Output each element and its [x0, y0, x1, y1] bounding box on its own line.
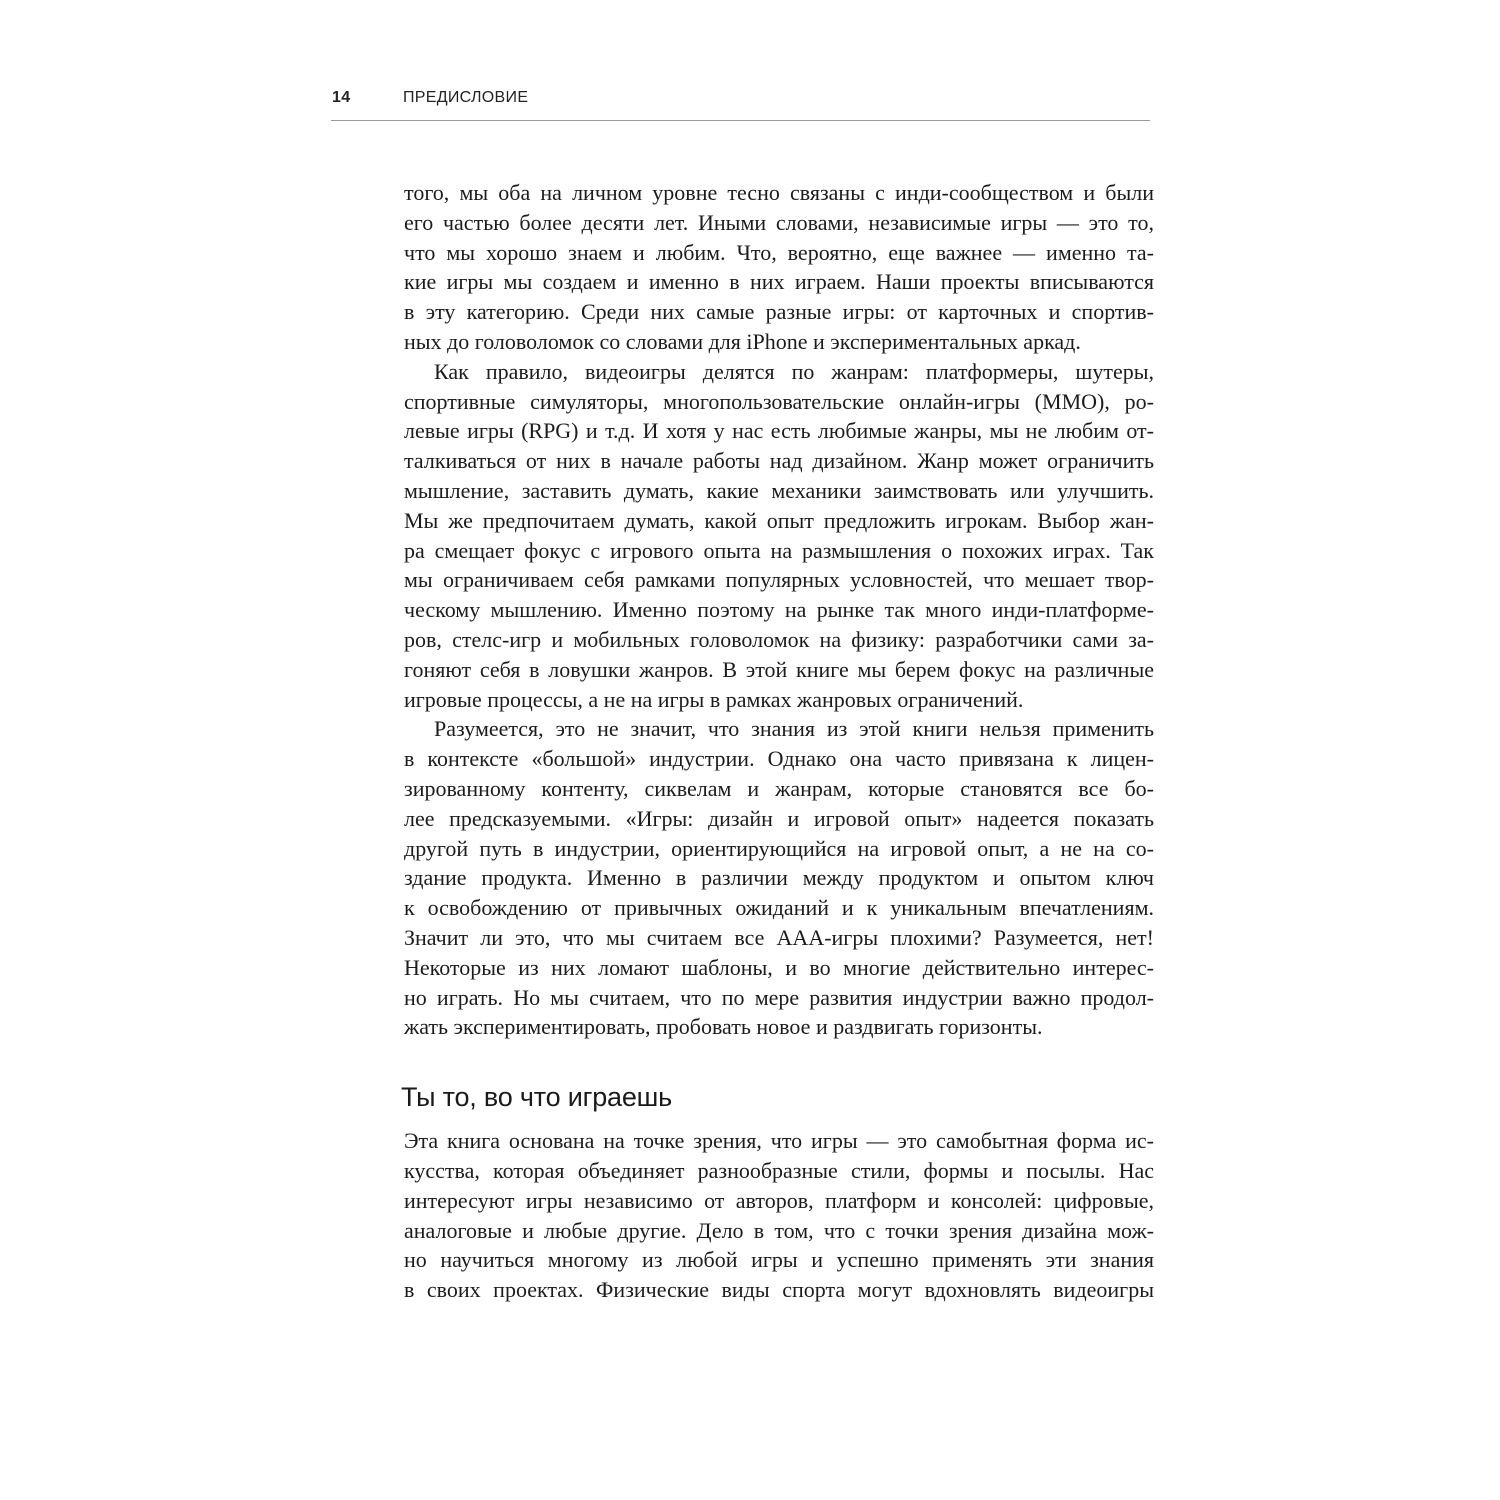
text-line: в своих проектах. Физические виды спорта могут вдохновлять видеоигры [404, 1277, 1154, 1303]
text-line: но играть. Но мы считаем, что по мере развития индустрии важно продол- [404, 984, 1154, 1010]
text-line: того, мы оба на личном уровне тесно связаны с инди-сообществом и были [404, 180, 1154, 205]
section-heading: Ты то, во что играешь [401, 1082, 673, 1113]
paragraph [404, 357, 1154, 715]
text-line: интересуют игры независимо от авторов, платформ и консолей: цифровые, [404, 1187, 1154, 1213]
page-header [331, 86, 1150, 121]
text-line: гоняют себя в ловушки жанров. В этой книге мы берем фокус на различные [404, 656, 1154, 682]
text-line: в эту категорию. Среди них самые разные игры: от карточных и спортив- [404, 299, 1154, 325]
section-paragraphs [404, 1126, 1154, 1305]
text-line: другой путь в индустрии, ориентирующийся на игровой опыт, а не на со- [404, 835, 1154, 861]
text-line: жать экспериментировать, пробовать новое и раздвигать горизонты. [404, 1014, 1043, 1040]
text-line: левые игры (RPG) и т.д. И хотя у нас есть любимые жанры, мы не любим от- [404, 418, 1154, 444]
text-line: мы ограничиваем себя рамками популярных условностей, что мешает твор- [404, 567, 1154, 593]
text-line: аналоговые и любые другие. Дело в том, что с точки зрения дизайна мож- [404, 1217, 1154, 1243]
text-line: зированному контенту, сиквелам и жанрам, которые становятся все бо- [404, 775, 1154, 801]
text-line: ров, стелс-игр и мобильных головоломок на физику: разработчики сами за- [404, 626, 1154, 652]
text-line: Значит ли это, что мы считаем все AAA-игры плохими? Разумеется, нет! [404, 924, 1154, 950]
paragraph [404, 714, 1154, 1042]
text-line: кусства, которая объединяет разнообразные стили, формы и посылы. Нас [404, 1157, 1154, 1183]
body-text [401, 178, 1154, 1305]
text-line: Некоторые из них ломают шаблоны, и во многие действительно интерес- [404, 954, 1154, 980]
text-line: здание продукта. Именно в различии между продуктом и опытом ключ [404, 865, 1154, 891]
text-line: ных до головоломок со словами для iPhone и экспериментальных аркад. [404, 328, 1081, 354]
text-line: к освобождению от привычных ожиданий и к уникальным впечатлениям. [404, 895, 1154, 921]
text-line: Как правило, видеоигры делятся по жанрам: платформеры, шутеры, [434, 358, 1154, 384]
page-number: 14 [332, 89, 351, 106]
text-line: мышление, заставить думать, какие механики заимствовать или улучшить. [404, 477, 1154, 503]
text-line: Разумеется, это не значит, что знания из этой книги нельзя применить [434, 716, 1154, 742]
text-line: талкиваться от них в начале работы над дизайном. Жанр может ограничить [404, 448, 1154, 474]
paragraph [404, 178, 1154, 357]
paragraph [404, 1126, 1154, 1305]
text-line: спортивные симуляторы, многопользовательские онлайн-игры (MMO), ро- [404, 388, 1154, 414]
text-line: в контексте «большой» индустрии. Однако она часто привязана к лицен- [404, 746, 1154, 772]
preface-paragraphs [404, 178, 1154, 1042]
text-line: Эта книга основана на точке зрения, что игры — это самобытная форма ис- [404, 1128, 1154, 1154]
text-line: Мы же предпочитаем думать, какой опыт предложить игрокам. Выбор жан- [404, 507, 1154, 533]
text-line: ческому мышлению. Именно поэтому на рынке так много инди-платформе- [404, 597, 1154, 623]
text-line: игровые процессы, а не на игры в рамках жанровых ограничений. [404, 686, 1024, 712]
text-line: что мы хорошо знаем и любим. Что, вероятно, еще важнее — именно та- [404, 239, 1154, 265]
running-head: ПРЕДИСЛОВИЕ [403, 89, 529, 106]
text-line: его частью более десяти лет. Иными словами, независимые игры — это то, [404, 209, 1154, 235]
text-line: ра смещает фокус с игрового опыта на размышления о похожих играх. Так [404, 537, 1154, 563]
text-line: лее предсказуемыми. «Игры: дизайн и игровой опыт» надеется показать [404, 805, 1154, 831]
text-line: кие игры мы создаем и именно в них играем. Наши проекты вписываются [404, 269, 1154, 295]
text-line: но научиться многому из любой игры и успешно применять эти знания [404, 1247, 1154, 1273]
